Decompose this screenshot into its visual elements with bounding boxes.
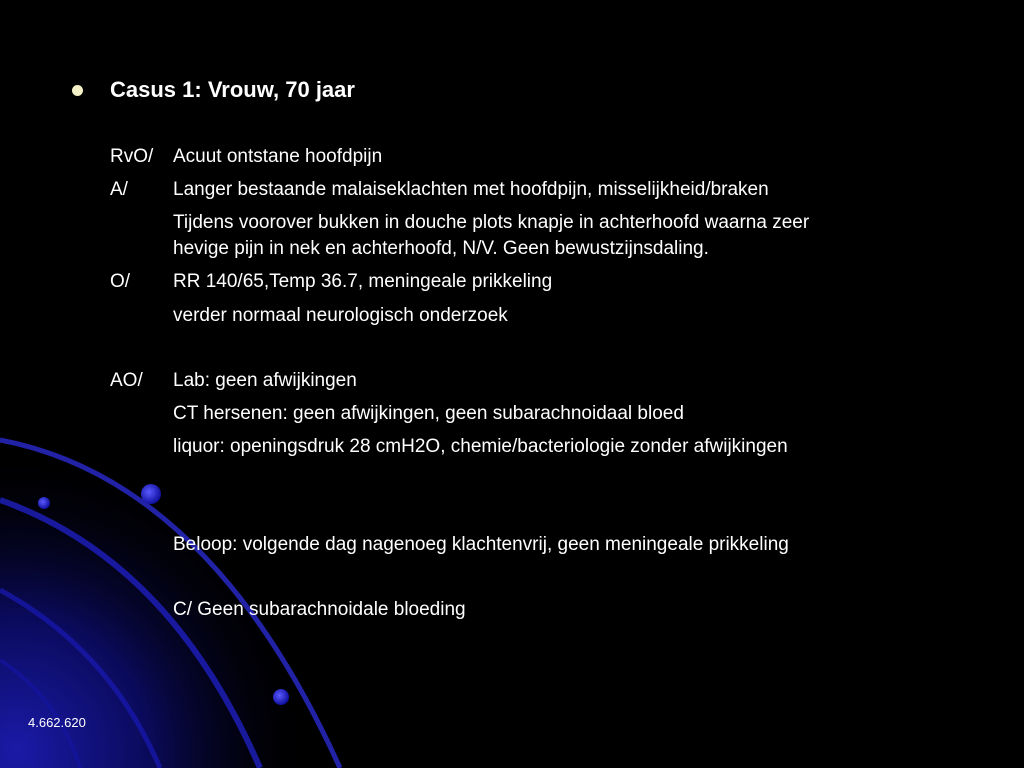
footer-number: 4.662.620 (28, 715, 86, 730)
text-line: C/ Geen subarachnoidale bloeding (173, 599, 466, 620)
text-line: Tijdens voorover bukken in douche plots knapje in achterhoofd waarna zeer (173, 212, 810, 233)
text-line: verder normaal neurologisch onderzoek (173, 305, 508, 326)
text-line: CT hersenen: geen afwijkingen, geen subarachnoidaal bloed (173, 403, 684, 424)
text-line: Acuut ontstane hoofdpijn (173, 146, 383, 167)
label-onderzoek: O/ (110, 271, 131, 292)
text-line: Langer bestaande malaiseklachten met hoofdpijn, misselijkheid/braken (173, 179, 769, 200)
text-line: RR 140/65,Temp 36.7, meningeale prikkeling (173, 271, 553, 292)
label-aanvullend-onderzoek: AO/ (110, 370, 143, 391)
text-line: Beloop: volgende dag nagenoeg klachtenvrij, geen meningeale prikkeling (173, 534, 789, 555)
bullet-point (72, 85, 83, 96)
text-line: liquor: openingsdruk 28 cmH2O, chemie/bacteriologie zonder afwijkingen (173, 436, 788, 457)
text-line: hevige pijn in nek en achterhoofd, N/V. Geen bewustzijnsdaling. (173, 238, 709, 259)
slide-title: Casus 1: Vrouw, 70 jaar (110, 77, 355, 102)
text-line: Lab: geen afwijkingen (173, 370, 357, 391)
label-anamnese: A/ (110, 179, 128, 200)
label-rvo: RvO/ (110, 146, 154, 167)
